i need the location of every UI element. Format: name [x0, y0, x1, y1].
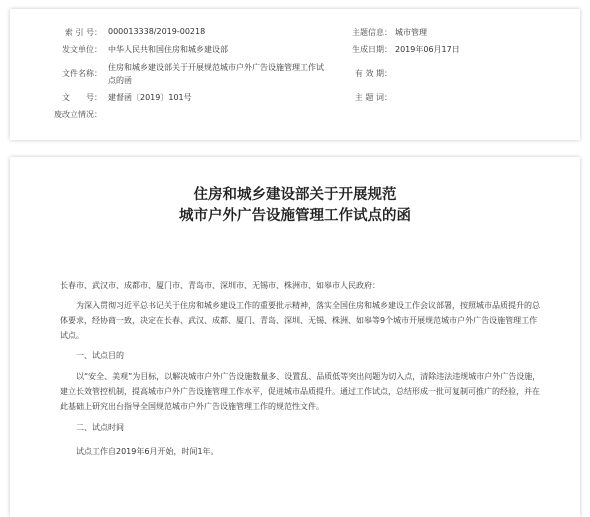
section-1-heading: 一、试点目的: [76, 351, 124, 360]
document-body-panel: [10, 157, 580, 517]
title-line-2: 城市户外广告设施管理工作试点的函: [179, 208, 411, 224]
index-value: 000013338/2019-00218: [108, 27, 206, 36]
docno-value: 建督函〔2019〕101号: [108, 93, 192, 102]
topic-label: 主题信息：: [352, 28, 392, 37]
index-label: 索 引 号：: [64, 28, 102, 37]
section-2-body: 试点工作自2019年6月开始，时间1年。: [76, 447, 219, 456]
title-line-1: 住房和城乡建设部关于开展规范: [193, 187, 397, 203]
docno-label: 文 号：: [62, 93, 102, 102]
name-label: 文件名称：: [62, 69, 102, 78]
date-value: 2019年06月17日: [395, 45, 460, 54]
topic-value: 城市管理: [395, 28, 427, 37]
name-value: 住房和城乡建设部关于开展规范城市户外广告设施管理工作试点的函: [108, 63, 324, 85]
repeal-label: 废改立情况：: [54, 110, 102, 119]
date-label: 生成日期：: [352, 45, 392, 54]
addressee: 长春市、武汉市、成都市、厦门市、青岛市、深圳市、无锡市、株洲市、如皋市人民政府：: [60, 281, 380, 290]
document-title: [10, 185, 580, 227]
document-metadata-panel: [10, 9, 580, 140]
issuer-value: 中华人民共和国住房和城乡建设部: [108, 45, 228, 54]
issuer-label: 发文单位：: [62, 45, 102, 54]
validity-label: 有 效 期：: [354, 69, 392, 78]
section-2-heading: 二、试点时间: [76, 423, 124, 432]
intro-paragraph: 为深入贯彻习近平总书记关于住房和城乡建设工作的重要批示精神，落实全国住房和城乡建设工作会议部署，按照城市品质提升的总体要求，经协商一致，决定在长春、武汉、成都、厦门、青岛、深圳、无锡、株洲、如皋等9个城市开展规范城市户外广告设施管理工作试点。: [60, 301, 540, 340]
keywords-label: 主 题 词：: [354, 93, 392, 102]
section-1-body: 以“安全、美观”为目标，以解决城市户外广告设施数量多、设置乱、品质低等突出问题为切入点，清除违法违规城市户外广告设施，建立长效管控机制，提高城市户外广告设施管理工作水平，促进城市品质提升。通过工作试点，总结形成一批可复制可推广的经验，并在此基础上研究出台指导全国规范城市户外广告设施管理工作的规范性文件。: [60, 372, 541, 411]
